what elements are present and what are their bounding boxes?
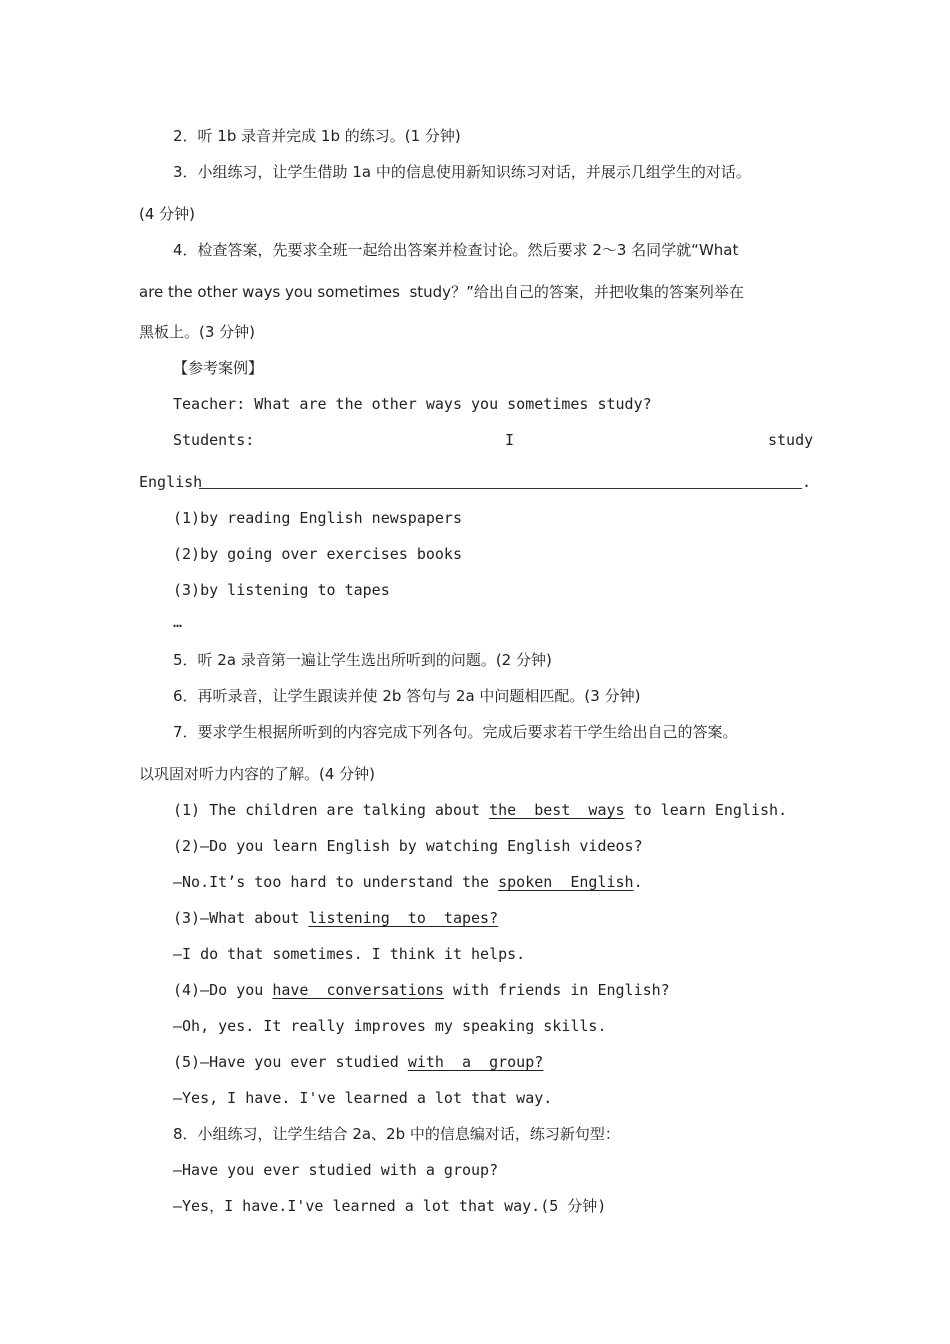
exercise-5-reply: —Yes, I have. I've learned a lot that way. bbox=[173, 1089, 553, 1107]
step-8-line-1: 8．小组练习，让学生结合 2a、2b 中的信息编对话，练习新句型： bbox=[173, 1125, 620, 1143]
exercise-3-prefix: (3)—What about bbox=[173, 909, 309, 927]
step-4-line-3: 黑板上。(3 分钟) bbox=[139, 323, 256, 341]
case-item-3: (3)by listening to tapes bbox=[173, 581, 390, 599]
exercise-5-prefix: (5)—Have you ever studied bbox=[173, 1053, 408, 1071]
exercise-3-answer: listening to tapes? bbox=[308, 909, 499, 927]
step-6: 6．再听录音，让学生跟读并使 2b 答句与 2a 中问题相匹配。(3 分钟) bbox=[173, 687, 641, 705]
exercise-2-answer: spoken English bbox=[498, 873, 634, 891]
exercise-3 bbox=[173, 908, 498, 928]
step-7-line-1: 7．要求学生根据所听到的内容完成下列各句。完成后要求若干学生给出自己的答案。 bbox=[173, 723, 738, 741]
step-2: 2．听 1b 录音并完成 1b 的练习。(1 分钟) bbox=[173, 127, 461, 145]
students-pronoun: I bbox=[505, 431, 515, 449]
reference-case-heading: 【参考案例】 bbox=[173, 359, 264, 377]
exercise-4-prefix: (4)—Do you bbox=[173, 981, 273, 999]
exercise-1-prefix: (1) The children are talking about bbox=[173, 801, 490, 819]
teacher-line: Teacher: What are the other ways you sometimes study? bbox=[173, 395, 652, 413]
exercise-2-answer-line bbox=[173, 872, 643, 892]
exercise-5-answer: with a group? bbox=[407, 1053, 544, 1071]
students-label: Students: bbox=[173, 431, 255, 449]
case-item-1: (1)by reading English newspapers bbox=[173, 509, 462, 527]
exercise-4-answer: have conversations bbox=[272, 981, 444, 999]
exercise-1-suffix: to learn English. bbox=[624, 801, 788, 819]
step-4-line-2: are the other ways you sometimes study？”给出自己的答案，并把收集的答案列举在 bbox=[139, 283, 744, 301]
exercise-2-suffix: . bbox=[633, 873, 643, 891]
exercise-4 bbox=[173, 980, 670, 1000]
step-4-line-1: 4．检查答案，先要求全班一起给出答案并检查讨论。然后要求 2～3 名同学就“What bbox=[173, 241, 739, 259]
exercise-3-reply: —I do that sometimes. I think it helps. bbox=[173, 945, 526, 963]
answer-blank-line bbox=[199, 488, 802, 489]
exercise-4-reply: —Oh, yes. It really improves my speaking skills. bbox=[173, 1017, 607, 1035]
students-english: English bbox=[139, 473, 203, 491]
blank-period: . bbox=[802, 473, 812, 491]
exercise-2-question: (2)—Do you learn English by watching English videos? bbox=[173, 837, 643, 855]
exercise-4-suffix: with friends in English? bbox=[443, 981, 670, 999]
exercise-5 bbox=[173, 1052, 543, 1072]
step-7-line-2: 以巩固对听力内容的了解。(4 分钟) bbox=[139, 765, 376, 783]
step-3-line-2: (4 分钟) bbox=[139, 205, 196, 223]
step-8-line-2: —Have you ever studied with a group? bbox=[173, 1161, 499, 1179]
step-5: 5．听 2a 录音第一遍让学生选出所听到的问题。(2 分钟) bbox=[173, 651, 552, 669]
students-verb: study bbox=[768, 431, 814, 449]
step-8-line-3: —Yes，I have.I've learned a lot that way.(5 分钟) bbox=[173, 1197, 607, 1215]
step-3-line-1: 3．小组练习，让学生借助 1a 中的信息使用新知识练习对话，并展示几组学生的对话。 bbox=[173, 163, 751, 181]
exercise-1-answer: the best ways bbox=[489, 801, 625, 819]
exercise-2-prefix: —No.It’s too hard to understand the bbox=[173, 873, 499, 891]
case-item-ellipsis: … bbox=[173, 613, 183, 631]
case-item-2: (2)by going over exercises books bbox=[173, 545, 462, 563]
exercise-1 bbox=[173, 800, 787, 820]
